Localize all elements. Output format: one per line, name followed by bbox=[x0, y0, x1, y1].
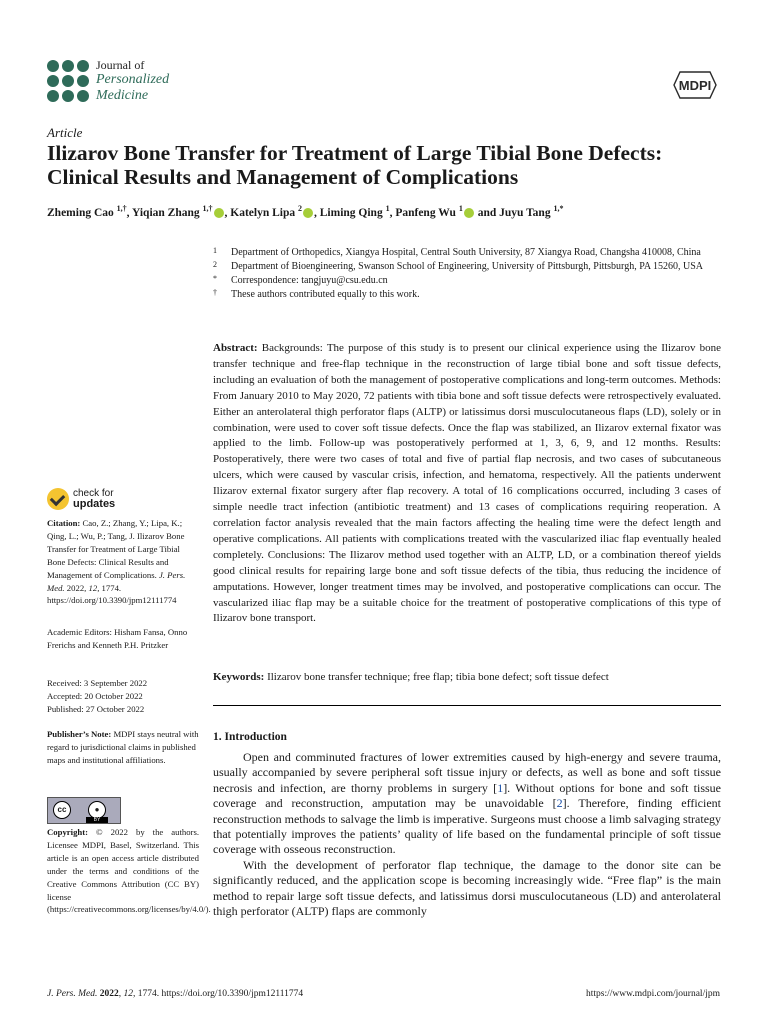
author-affiliation-marks: 1,* bbox=[553, 204, 564, 213]
affiliation-text: Department of Orthopedics, Xiangya Hospital, Central South University, 87 Xiangya Road, Changsha 410008, China bbox=[231, 247, 701, 258]
citation-text: Cao, Z.; Zhang, Y.; Lipa, K.; Qing, L.; Wu, P.; Tang, J. Ilizarov Bone Transfer for Treatment of Large Tibial Bone Defects: Clinical Results and Management of Complications. bbox=[47, 518, 185, 580]
affiliation-item bbox=[213, 288, 733, 301]
citation-journal: J. Pers. Med. bbox=[47, 569, 186, 593]
footer-journal: J. Pers. Med. bbox=[47, 989, 98, 999]
introduction-heading: 1. Introduction bbox=[213, 731, 287, 743]
footer-citation: J. Pers. Med. 2022, 12, 1774. https://doi.org/10.3390/jpm12111774 bbox=[47, 989, 304, 999]
orcid-icon[interactable] bbox=[214, 208, 224, 218]
author-affiliation-marks: 2 bbox=[298, 204, 302, 213]
mdpi-logo-text: MDPI bbox=[678, 78, 712, 93]
received-date: Received: 3 September 2022 bbox=[47, 678, 148, 688]
footer-doi: , 1774. https://doi.org/10.3390/jpm12111774 bbox=[133, 989, 304, 999]
affiliation-item bbox=[213, 260, 733, 273]
copyright-text: © 2022 by the authors. Licensee MDPI, Basel, Switzerland. This article is an open access article distributed under the terms and conditions of the Creative Commons Attribution (CC BY) license (https://creativecommons.org/licenses/by/4.0/). bbox=[47, 827, 211, 915]
check-updates-icon bbox=[47, 488, 69, 510]
cc-icon: cc bbox=[53, 801, 71, 819]
journal-of-text: Journal of bbox=[96, 58, 145, 72]
reference-link-2[interactable]: 2 bbox=[556, 796, 563, 811]
reference-link-1[interactable]: 1 bbox=[497, 780, 504, 795]
intro-paragraph-1: Open and comminuted fractures of lower extremities caused by high-energy and severe trauma, usually accompanied by severe peripheral soft tissue injury or defects, as well as bone and soft tissue necrosis and infection, are thorny problems in surgery [1]. Without options for bone and soft tissue coverage and reconstruction, amputation may be unavoidable [2]. Therefore, finding efficient reconstruction methods to salvage the limb is imperative. Surgeons must choose a limb salvaging strategy that potentially improves the patients’ quality of life based on the fundamental principle of soft tissue coverage with osseous reconstruction. bbox=[213, 750, 722, 857]
affiliation-text: Department of Bioengineering, Swanson School of Engineering, University of Pittsburgh, Pittsburgh, PA 15260, USA bbox=[231, 261, 704, 272]
journal-logo-icon bbox=[47, 60, 89, 102]
abstract-label: Abstract: bbox=[213, 342, 258, 354]
check-for-updates-button[interactable] bbox=[47, 486, 167, 516]
keywords bbox=[213, 670, 721, 685]
footer-journal-url[interactable]: https://www.mdpi.com/journal/jpm bbox=[586, 989, 720, 999]
affiliation-marker: * bbox=[213, 274, 217, 283]
affiliations-list bbox=[213, 246, 733, 302]
by-person-icon: ● bbox=[88, 801, 106, 819]
footer-year: 2022 bbox=[99, 989, 119, 999]
article-type-label: Article bbox=[47, 125, 83, 140]
citation-volume: 12 bbox=[88, 582, 98, 593]
author-list: Zheming Cao $^{1,\dagger}$, Yiqian Zhang $^{1,\dagger}$ , Katelyn Lipa $^2$ , Liming Qing $^1$, Panfeng Wu $^1$ and Juyu Tang $^{1,*}$ bbox=[47, 204, 564, 219]
orcid-icon[interactable] bbox=[303, 208, 313, 218]
publisher-note-text: MDPI stays neutral with regard to jurisdictional claims in published maps and institutional affiliations. bbox=[47, 729, 199, 765]
published-date: Published: 27 October 2022 bbox=[47, 704, 145, 714]
cc-by-license-button[interactable] bbox=[47, 797, 121, 824]
author-name: Juyu Tang bbox=[499, 206, 554, 219]
citation-doi: , 1774. https://doi.org/10.3390/jpm12111774 bbox=[47, 582, 177, 606]
accepted-date: Accepted: 20 October 2022 bbox=[47, 691, 143, 701]
keywords-label: Keywords: bbox=[213, 671, 265, 683]
publisher-note-label: Publisher’s Note: bbox=[47, 729, 112, 739]
mdpi-logo-icon bbox=[666, 68, 718, 102]
section-divider bbox=[213, 705, 721, 706]
orcid-icon[interactable] bbox=[464, 208, 474, 218]
affiliation-marker: 2 bbox=[213, 260, 217, 269]
affiliation-item bbox=[213, 274, 733, 287]
affiliation-text: These authors contributed equally to this work. bbox=[231, 289, 420, 300]
academic-editors: Academic Editors: Hisham Fansa, Onno Frerichs and Kenneth P.H. Pritzker bbox=[47, 627, 188, 650]
article-title: Ilizarov Bone Transfer for Treatment of Large Tibial Bone Defects: Clinical Results and Management of Complications bbox=[47, 141, 663, 189]
author-affiliation-marks: 1 bbox=[458, 204, 463, 213]
publisher-note bbox=[47, 728, 199, 767]
footer-volume: 12 bbox=[123, 989, 134, 999]
intro-paragraph-2: With the development of perforator flap technique, the damage to the donor site can be significantly reduced, and the application scope is becoming increasingly wide. “Free flap” is the main method to repair large soft tissue defects, and latissimus dorsi musculocutaneous (LD) and anterolateral thigh perforator (ALTP) flaps are commonly bbox=[213, 857, 721, 919]
copyright-label: Copyright: bbox=[47, 827, 89, 837]
author-affiliation-marks: 1 bbox=[385, 204, 390, 213]
journal-name-line1: Personalized bbox=[96, 72, 170, 87]
author-affiliation-marks: 1,† bbox=[116, 204, 127, 213]
affiliation-item bbox=[213, 246, 733, 259]
affiliation-marker: † bbox=[213, 288, 217, 297]
abstract-text: Backgrounds: The purpose of this study is to present our clinical experience using the Ilizarov bone transfer technique and free-flap technique in the reconstruction of large tibial bone and soft tissue defects, including an evaluation of both the management of postoperative complications and long-term outcomes. Methods: From January 2010 to May 2020, 72 patients with tibia bone and soft tissue defects were retrospectively evaluated. Either an anterolateral thigh perforator flaps (ALTP) or latissimus dorsi musculocutaneous flaps (LD), solely or in combination, were used to cover soft tissue defects. Once the flap was stabilized, an Ilizarov external fixator was applied to the limb. Follow-up was postoperatively performed at 1, 3, 6, 9, and 12 months. Results: Postoperatively, there were two cases of total and five of partial flap necrosis, and two cases of subcutaneous ulcers, which were caused by vascular crisis, infection, and hematoma, respectively. All the patients underwent Ilizarov external fixator surgery after flap recovery. A total of 16 complications occurred, including 3 cases of simple needle tract infection (antibiotic treatment) and 13 cases of complications requiring reoperation. A correlation factor analysis revealed that the main factors affecting the healing time were the defect length and operative complications. All patients with complications treated with the vascularized iliac flap eventually healed completely. Conclusions: The Ilizarov method used together with an ALTP, LD, or a combination thereof yields good clinical results for repairing large bone and soft tissue defects of the tibia, thus reducing the incidence of amputations. However, longer treatment times may be involved, and postoperative complications can occur. The vascularized iliac flap may be a suitable choice for the treatment of postoperative complications of this type of Ilizarov bone transport. bbox=[213, 342, 721, 625]
introduction-body bbox=[213, 750, 721, 919]
affiliation-marker: 1 bbox=[213, 246, 217, 255]
citation-block: Citation: Cao, Z.; Zhang, Y.; Lipa, K.; Qing, L.; Wu, P.; Tang, J. Ilizarov Bone Transfer for Treatment of Large Tibial Bone Defects: Clinical Results and Management of Complications. J. Pers. Med. 2022, 12, 1774. https://doi.org/10.3390/jpm12111774 bbox=[47, 518, 186, 606]
keywords-text: Ilizarov bone transfer technique; free flap; tibia bone defect; soft tissue defect bbox=[267, 671, 609, 683]
author-name: Panfeng Wu bbox=[395, 206, 459, 219]
check-for-text: check for bbox=[73, 488, 114, 499]
journal-name-line2: Medicine bbox=[96, 88, 149, 103]
copyright-block bbox=[47, 826, 211, 916]
affiliation-text: Correspondence: tangjuyu@csu.edu.cn bbox=[231, 275, 388, 286]
author-name: Zheming Cao bbox=[47, 206, 117, 219]
by-label: BY bbox=[86, 817, 108, 823]
author-name: Liming Qing bbox=[319, 206, 386, 219]
abstract bbox=[213, 341, 721, 627]
author-name: Katelyn Lipa bbox=[230, 206, 298, 219]
updates-text: updates bbox=[73, 498, 116, 510]
citation-label: Citation: bbox=[47, 518, 81, 528]
author-affiliation-marks: 1,† bbox=[202, 204, 213, 213]
citation-year: 2022 bbox=[66, 582, 85, 593]
author-name: Yiqian Zhang bbox=[131, 206, 203, 219]
